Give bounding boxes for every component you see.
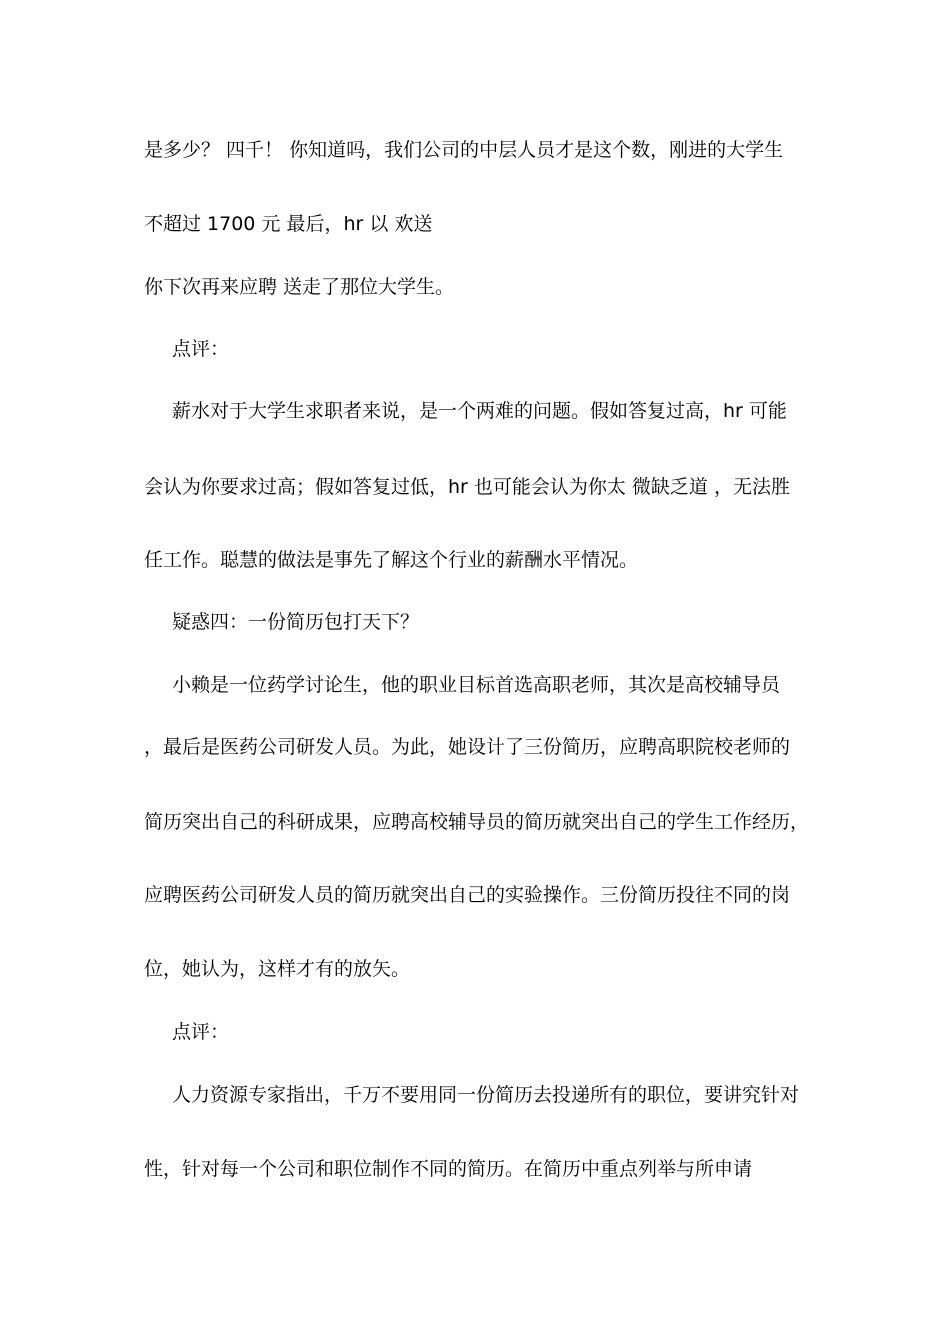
text-line: 应聘医药公司研发人员的简历就突出自己的实验操作。三份简历投往不同的岗 (144, 884, 791, 906)
text-line: 不超过 1700 元 最后，hr 以 欢送 (144, 213, 433, 235)
text-line: 你下次再来应聘 送走了那位大学生。 (144, 276, 455, 298)
text-line: ，最后是医药公司研发人员。为此，她设计了三份简历，应聘高职院校老师的 (144, 736, 791, 758)
text-line: 是多少？ 四千！ 你知道吗，我们公司的中层人员才是这个数，刚进的大学生 (144, 139, 784, 161)
text-line: 人力资源专家指出，千万不要用同一份简历去投递所有的职位，要讲究针对 (172, 1084, 800, 1106)
text-line: 小赖是一位药学讨论生，他的职业目标首选高职老师，其次是高校辅导员 (172, 674, 781, 696)
text-line: 简历突出自己的科研成果，应聘高校辅导员的简历就突出自己的学生工作经历， (144, 811, 810, 833)
section-label: 点评： (172, 338, 230, 360)
text-line: 会认为你要求过高；假如答复过低，hr 也可能会认为你太 微缺乏道 ，无法胜 (144, 476, 790, 498)
text-line: 性，针对每一个公司和职位制作不同的简历。在简历中重点列举与所申请 (144, 1158, 753, 1180)
section-label: 点评： (172, 1021, 230, 1043)
text-line: 位，她认为，这样才有的放矢。 (144, 958, 411, 980)
text-line: 任工作。聪慧的做法是事先了解这个行业的薪酬水平情况。 (144, 549, 639, 571)
section-heading: 疑惑四：一份简历包打天下？ (172, 611, 420, 633)
text-line: 薪水对于大学生求职者来说，是一个两难的问题。假如答复过高，hr 可能 (172, 400, 787, 422)
